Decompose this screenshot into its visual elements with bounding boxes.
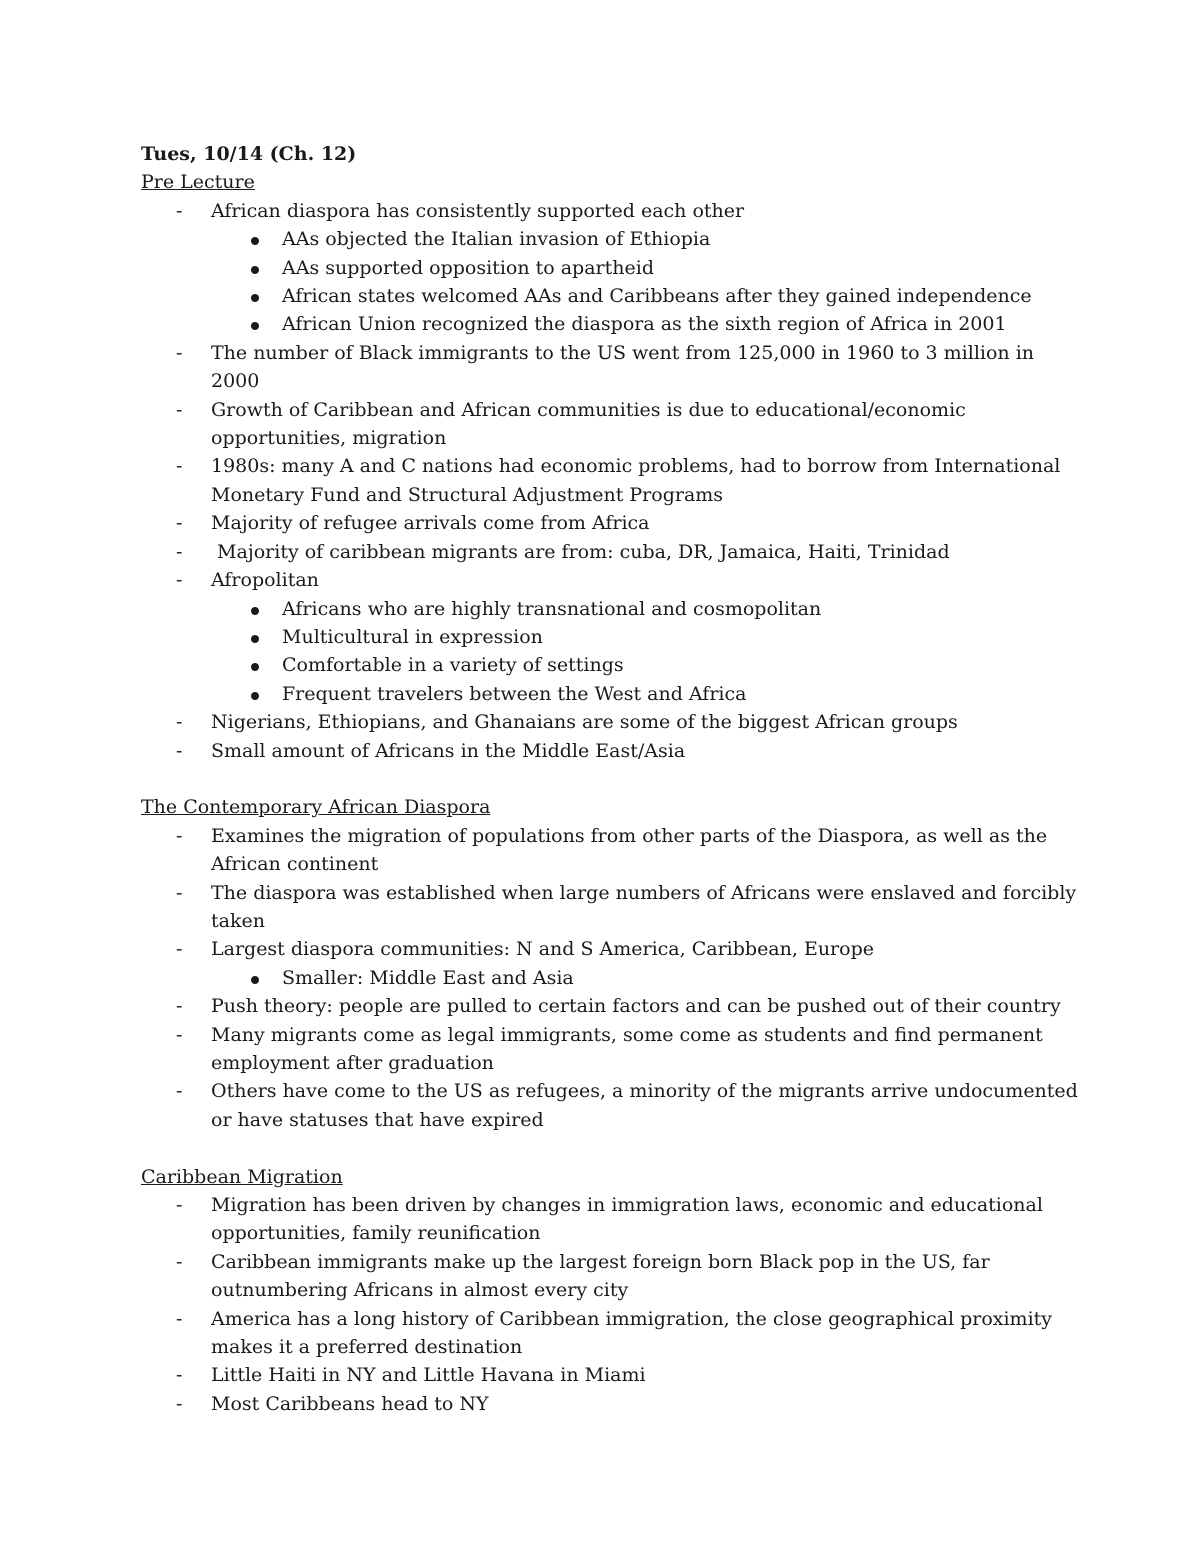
list-item bbox=[141, 708, 1081, 736]
bullet-list bbox=[211, 225, 1081, 339]
list-item bbox=[141, 197, 1081, 339]
dash-marker: - bbox=[176, 512, 183, 535]
list-item-text: The diaspora was established when large numbers of Africans were enslaved and forcibly taken bbox=[211, 881, 1083, 932]
sub-list-item bbox=[211, 964, 1081, 992]
sub-list-item-text: Smaller: Middle East and Asia bbox=[282, 966, 574, 989]
dash-marker: - bbox=[176, 938, 183, 961]
sub-list-item bbox=[211, 225, 1081, 253]
list-item bbox=[141, 538, 1081, 566]
list-item-text: Most Caribbeans head to NY bbox=[211, 1392, 489, 1415]
list-item-text: Little Haiti in NY and Little Havana in Miami bbox=[211, 1364, 646, 1387]
list-item bbox=[141, 1077, 1084, 1134]
sub-list-item-text: Comfortable in a variety of settings bbox=[282, 654, 624, 677]
page-title: Tues, 10/14 (Ch. 12) bbox=[141, 143, 357, 165]
list-item-text: Caribbean immigrants make up the largest foreign born Black pop in the US, far outnumbering Africans in almost every city bbox=[211, 1250, 996, 1302]
list-item bbox=[141, 566, 1081, 708]
dash-marker: - bbox=[176, 1023, 183, 1046]
dash-marker: - bbox=[176, 1392, 183, 1415]
dash-marker: - bbox=[176, 881, 183, 904]
dash-marker: - bbox=[176, 1080, 183, 1103]
dash-marker: - bbox=[176, 824, 183, 847]
sub-list-item-text: African Union recognized the diaspora as the sixth region of Africa in 2001 bbox=[282, 313, 1007, 336]
section-heading: Pre Lecture bbox=[141, 171, 255, 194]
list-item-text: Growth of Caribbean and African communities is due to educational/economic opportunities, migration bbox=[211, 398, 972, 450]
bullet-dot-icon bbox=[251, 294, 259, 302]
dash-list bbox=[141, 1191, 1081, 1418]
bullet-dot-icon bbox=[251, 663, 259, 671]
section-heading: Caribbean Migration bbox=[141, 1165, 343, 1188]
list-item bbox=[141, 1021, 1081, 1078]
list-item-text: Push theory: people are pulled to certain factors and can be pushed out of their country bbox=[211, 995, 1061, 1018]
list-item bbox=[141, 396, 1081, 453]
sub-list-item-text: Africans who are highly transnational and cosmopolitan bbox=[282, 597, 822, 620]
list-item-text: 1980s: many A and C nations had economic problems, had to borrow from International Monetary Fund and Structural Adjustment Programs bbox=[211, 455, 1067, 506]
dash-marker: - bbox=[176, 540, 183, 563]
sections-container bbox=[141, 168, 1084, 1418]
dash-marker: - bbox=[176, 711, 183, 734]
dash-marker: - bbox=[176, 1250, 183, 1273]
list-item bbox=[141, 339, 1081, 396]
list-item bbox=[141, 935, 1081, 992]
list-item bbox=[141, 452, 1081, 509]
sub-list-item-text: African states welcomed AAs and Caribbeans after they gained independence bbox=[282, 285, 1032, 308]
dash-marker: - bbox=[176, 1307, 183, 1330]
sub-list-item-text: Frequent travelers between the West and Africa bbox=[282, 682, 747, 705]
list-item bbox=[141, 1191, 1081, 1248]
list-item-text: The number of Black immigrants to the US went from 125,000 in 1960 to 3 million in 2000 bbox=[211, 341, 1041, 393]
bullet-list bbox=[211, 964, 1081, 992]
dash-marker: - bbox=[176, 739, 183, 762]
list-item bbox=[141, 1361, 1081, 1389]
list-item-text: Majority of refugee arrivals come from Africa bbox=[211, 512, 650, 535]
dash-marker: - bbox=[176, 995, 183, 1018]
document-page bbox=[141, 140, 1084, 1418]
section bbox=[141, 168, 1081, 765]
list-item-text: Many migrants come as legal immigrants, some come as students and find permanent employment after graduation bbox=[211, 1023, 1049, 1074]
list-item-text: Migration has been driven by changes in immigration laws, economic and educational opportunities, family reunification bbox=[211, 1194, 1049, 1245]
dash-marker: - bbox=[176, 1364, 183, 1387]
sub-list-item bbox=[211, 254, 1081, 282]
sub-list-item bbox=[211, 623, 1081, 651]
bullet-dot-icon bbox=[251, 976, 259, 984]
bullet-dot-icon bbox=[251, 266, 259, 274]
sub-list-item bbox=[211, 651, 1081, 679]
dash-marker: - bbox=[176, 455, 183, 478]
list-item-text: Majority of caribbean migrants are from: cuba, DR, Jamaica, Haiti, Trinidad bbox=[211, 540, 950, 563]
list-item bbox=[141, 1248, 1081, 1305]
bullet-list bbox=[211, 595, 1081, 709]
dash-marker: - bbox=[176, 341, 183, 364]
list-item-text: Others have come to the US as refugees, a minority of the migrants arrive undocumented or have statuses that have expired bbox=[211, 1080, 1084, 1131]
list-item bbox=[141, 879, 1081, 936]
dash-marker: - bbox=[176, 569, 183, 592]
sub-list-item bbox=[211, 310, 1081, 338]
list-item bbox=[141, 1305, 1081, 1362]
sub-list-item bbox=[211, 680, 1081, 708]
list-item bbox=[141, 1390, 1081, 1418]
dash-marker: - bbox=[176, 398, 183, 421]
list-item bbox=[141, 992, 1081, 1020]
dash-marker: - bbox=[176, 199, 183, 222]
bullet-dot-icon bbox=[251, 635, 259, 643]
section bbox=[141, 793, 1084, 1134]
dash-list bbox=[141, 197, 1081, 765]
bullet-dot-icon bbox=[251, 237, 259, 245]
bullet-dot-icon bbox=[251, 322, 259, 330]
list-item-text: Nigerians, Ethiopians, and Ghanaians are some of the biggest African groups bbox=[211, 711, 958, 734]
list-item-text: America has a long history of Caribbean immigration, the close geographical proximity makes it a preferred destination bbox=[211, 1307, 1059, 1359]
list-item-text: Examines the migration of populations from other parts of the Diaspora, as well as the African continent bbox=[211, 824, 1054, 876]
sub-list-item bbox=[211, 595, 1081, 623]
list-item bbox=[141, 509, 1081, 537]
sub-list-item-text: AAs supported opposition to apartheid bbox=[282, 256, 654, 279]
list-item-text: Largest diaspora communities: N and S America, Caribbean, Europe bbox=[211, 938, 874, 961]
sub-list-item-text: AAs objected the Italian invasion of Ethiopia bbox=[282, 228, 711, 251]
bullet-dot-icon bbox=[251, 607, 259, 615]
dash-list bbox=[141, 822, 1084, 1134]
list-item-text: African diaspora has consistently supported each other bbox=[211, 199, 745, 222]
bullet-dot-icon bbox=[251, 692, 259, 700]
list-item-text: Afropolitan bbox=[211, 569, 319, 592]
sub-list-item-text: Multicultural in expression bbox=[282, 625, 543, 648]
list-item-text: Small amount of Africans in the Middle East/Asia bbox=[211, 739, 686, 762]
sub-list-item bbox=[211, 282, 1081, 310]
section bbox=[141, 1163, 1081, 1419]
list-item bbox=[141, 822, 1081, 879]
list-item bbox=[141, 737, 1081, 765]
section-heading: The Contemporary African Diaspora bbox=[141, 796, 491, 819]
dash-marker: - bbox=[176, 1194, 183, 1216]
